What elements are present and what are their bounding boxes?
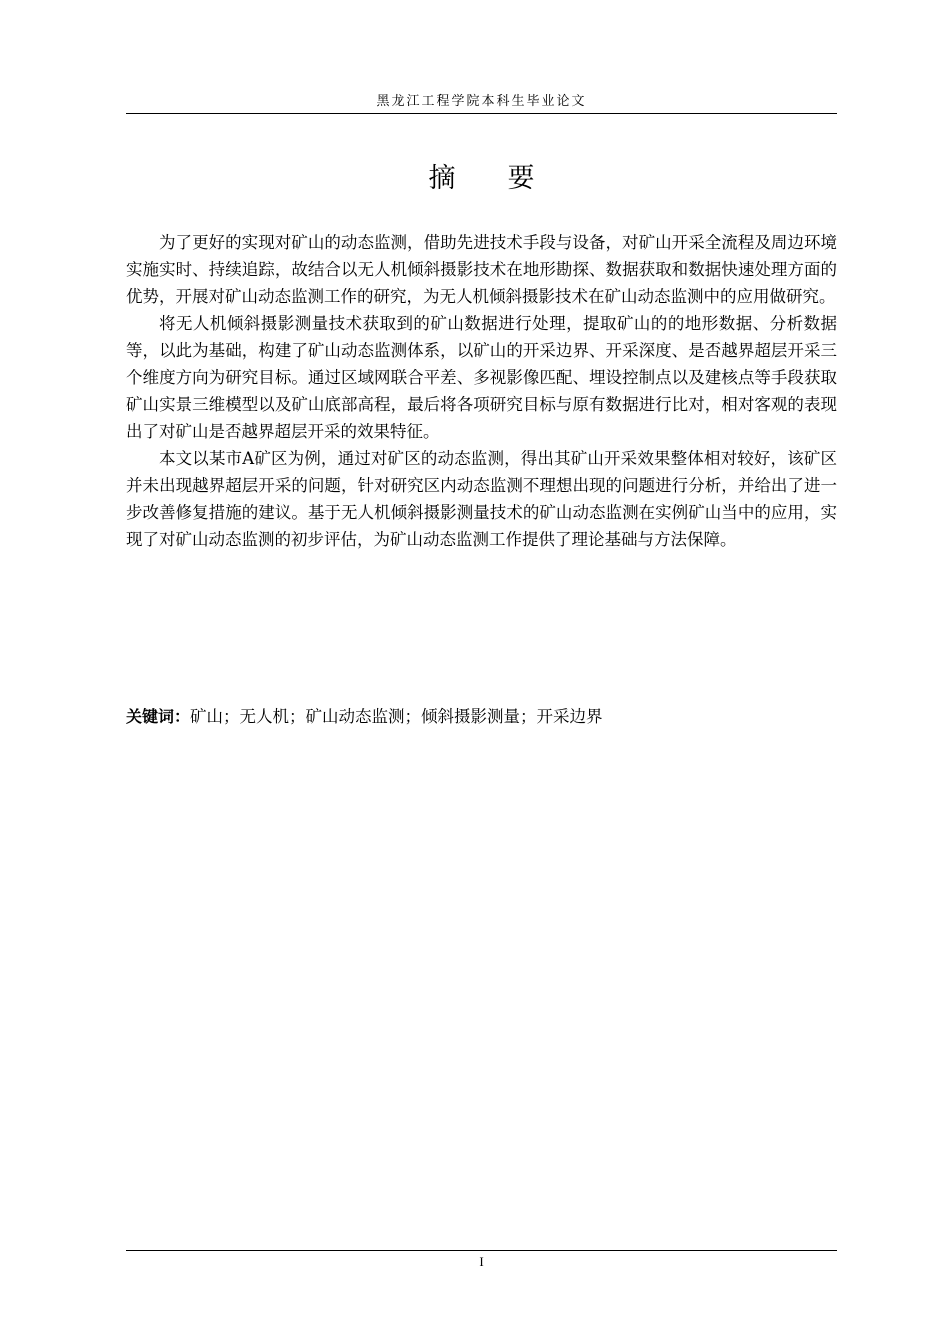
abstract-paragraph-2: 将无人机倾斜摄影测量技术获取到的矿山数据进行处理，提取矿山的的地形数据、分析数据等，以此为基础，构建了矿山动态监测体系，以矿山的开采边界、开采深度、是否越界超层开采三个维度方向为研究目标。通过区域网联合平差、多视影像匹配、埋设控制点以及建核点等手段获取矿山实景三维模型以及矿山底部高程，最后将各项研究目标与原有数据进行比对，相对客观的表现出了对矿山是否越界超层开采的效果特征。: [126, 314, 837, 441]
abstract-paragraph-3: 本文以某市A矿区为例，通过对矿区的动态监测，得出其矿山开采效果整体相对较好，该矿区并未出现越界超层开采的问题，针对研究区内动态监测不理想出现的问题进行分析，并给出了进一步改善修复措施的建议。基于无人机倾斜摄影测量技术的矿山动态监测在实例矿山当中的应用，实现了对矿山动态监测的初步评估，为矿山动态监测工作提供了理论基础与方法保障。: [126, 449, 837, 549]
keywords-value: 矿山；无人机；矿山动态监测；倾斜摄影测量；开采边界: [190, 707, 603, 726]
abstract-body: [126, 229, 837, 553]
running-header: 黑龙江工程学院本科生毕业论文: [126, 93, 837, 114]
title-char-1: 摘: [428, 163, 456, 194]
page-number: I: [479, 1254, 484, 1269]
title-char-2: 要: [507, 163, 535, 194]
abstract-paragraph-1: 为了更好的实现对矿山的动态监测，借助先进技术手段与设备，对矿山开采全流程及周边环境实施实时、持续追踪，故结合以无人机倾斜摄影技术在地形勘探、数据获取和数据快速处理方面的优势，开展对矿山动态监测工作的研究，为无人机倾斜摄影技术在矿山动态监测中的应用做研究。: [126, 233, 837, 306]
keywords-line: [126, 703, 837, 730]
footer-rule: [126, 1250, 837, 1251]
abstract-title: [126, 160, 837, 198]
keywords-label: 关键词：: [126, 707, 191, 726]
